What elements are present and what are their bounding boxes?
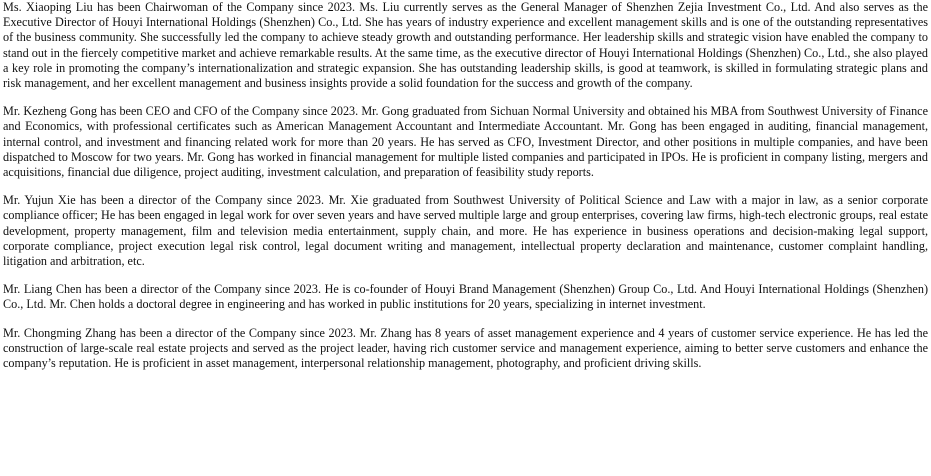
bio-paragraph-chongming-zhang: Mr. Chongming Zhang has been a director of the Company since 2023. Mr. Zhang has 8 years of asset management experience and 4 years of customer service experience. He has led the construction of large-scale real estate projects and served as the project leader, having rich customer service and management experience, aiming to better serve customers and enhance the company’s reputation. He is proficient in asset management, interpersonal relationship management, photography, and proficient driving skills. — [3, 325, 928, 371]
bio-paragraph-yujun-xie: Mr. Yujun Xie has been a director of the Company since 2023. Mr. Xie graduated from Southwest University of Political Science and Law with a major in law, as a senior corporate compliance officer; He has been engaged in legal work for over seven years and have served multiple large and group enterprises, covering law firms, high-tech electronic groups, real estate development, property management, film and television media entertainment, supply chain, and more. He has experience in business operations and decision-making legal support, corporate compliance, project execution legal risk control, legal document writing and management, intellectual property declaration and maintenance, customer complaint handling, litigation and arbitration, etc. — [3, 193, 928, 269]
bio-paragraph-kezheng-gong: Mr. Kezheng Gong has been CEO and CFO of the Company since 2023. Mr. Gong graduated from Sichuan Normal University and obtained his MBA from Southwest University of Finance and Economics, with professional certificates such as American Management Accountant and Intermediate Accountant. Mr. Gong has been engaged in auditing, financial management, internal control, and investment and financing related work for more than 20 years. He has served as CFO, Investment Director, and other positions in multiple companies, and have been dispatched to Moscow for two years. Mr. Gong has worked in financial management for multiple listed companies and participated in IPOs. He is proficient in company listing, mergers and acquisitions, financial due diligence, project auditing, investment calculation, and preparation of feasibility study reports. — [3, 104, 928, 180]
bio-paragraph-xiaoping-liu: Ms. Xiaoping Liu has been Chairwoman of the Company since 2023. Ms. Liu currently serves as the General Manager of Shenzhen Zejia Investment Co., Ltd. And also serves as the Executive Director of Houyi International Holdings (Shenzhen) Co., Ltd. She has years of industry experience and excellent management skills and is one of the outstanding representatives of the business community. She successfully led the company to achieve steady growth and outstanding performance. Her leadership skills and strategic vision have enabled the company to stand out in the fiercely competitive market and achieve remarkable results. At the same time, as the executive director of Houyi International Holdings (Shenzhen) Co., Ltd., she also played a key role in promoting the company’s internationalization and strategic expansion. She has outstanding leadership skills, is good at teamwork, is skilled in formulating strategic plans and risk management, and her excellent management and business insights provide a solid foundation for the success and growth of the company. — [3, 0, 928, 91]
bio-paragraph-liang-chen: Mr. Liang Chen has been a director of the Company since 2023. He is co-founder of Houyi Brand Management (Shenzhen) Group Co., Ltd. And Houyi International Holdings (Shenzhen) Co., Ltd. Mr. Chen holds a doctoral degree in engineering and has worked in public institutions for 20 years, specializing in internet investment. — [3, 282, 928, 312]
